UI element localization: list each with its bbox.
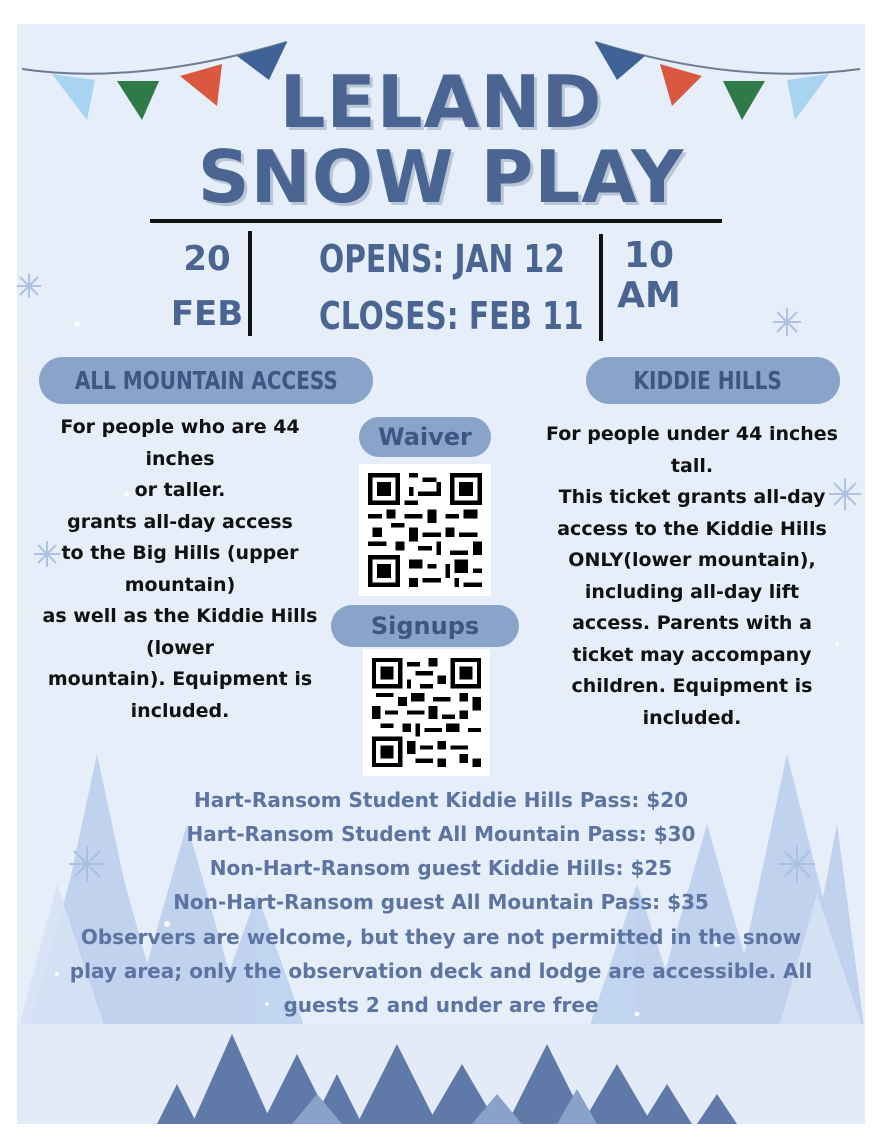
price-item: Non-Hart-Ransom guest Kiddie Hills: $25 — [209, 856, 673, 880]
all-mountain-description: For people who are 44 inches or taller. grants all-day access to the Big Hills (upper mountain) as well as the Kiddie Hills (lower mountain). Equipment is included. — [42, 416, 318, 722]
price-item: Hart-Ransom Student Kiddie Hills Pass: $20 — [193, 788, 689, 812]
signups-qr-code[interactable] — [363, 649, 490, 776]
price-item: Hart-Ransom Student All Mountain Pass: $30 — [186, 822, 696, 846]
date-divider-right — [599, 234, 603, 341]
opens-date: OPENS: JAN 12 — [319, 237, 565, 281]
title-line-1: LELAND — [279, 60, 603, 144]
observers-note: Observers are welcome, but they are not permitted in the snow play area; only the observation deck and lodge are accessible. All guests 2 and under are free — [69, 925, 813, 1017]
event-day: 20 — [183, 239, 231, 279]
date-divider-left — [248, 231, 252, 336]
kiddie-hills-heading: KIDDIE HILLS — [586, 357, 840, 404]
title-line-2: SNOW PLAY — [197, 135, 685, 219]
all-mountain-heading: ALL MOUNTAIN ACCESS — [39, 357, 373, 404]
kiddie-hills-description: For people under 44 inches tall. This ticket grants all-day access to the Kiddie Hills ONLY(lower mountain), including all-day lift access. Parents with a ticket may accompany children. Equipment is included. — [545, 423, 838, 729]
price-item: Non-Hart-Ransom guest All Mountain Pass: $35 — [173, 890, 709, 914]
event-time-unit: AM — [617, 275, 681, 316]
waiver-qr-code[interactable] — [359, 464, 491, 596]
waiver-label: Waiver — [359, 417, 491, 457]
poster — [17, 24, 865, 1124]
price-list — [17, 783, 865, 919]
title-divider — [150, 219, 722, 223]
closes-date: CLOSES: FEB 11 — [319, 294, 584, 338]
signups-label: Signups — [331, 605, 519, 647]
event-time-number: 10 — [623, 235, 675, 276]
event-month: FEB — [170, 294, 244, 334]
